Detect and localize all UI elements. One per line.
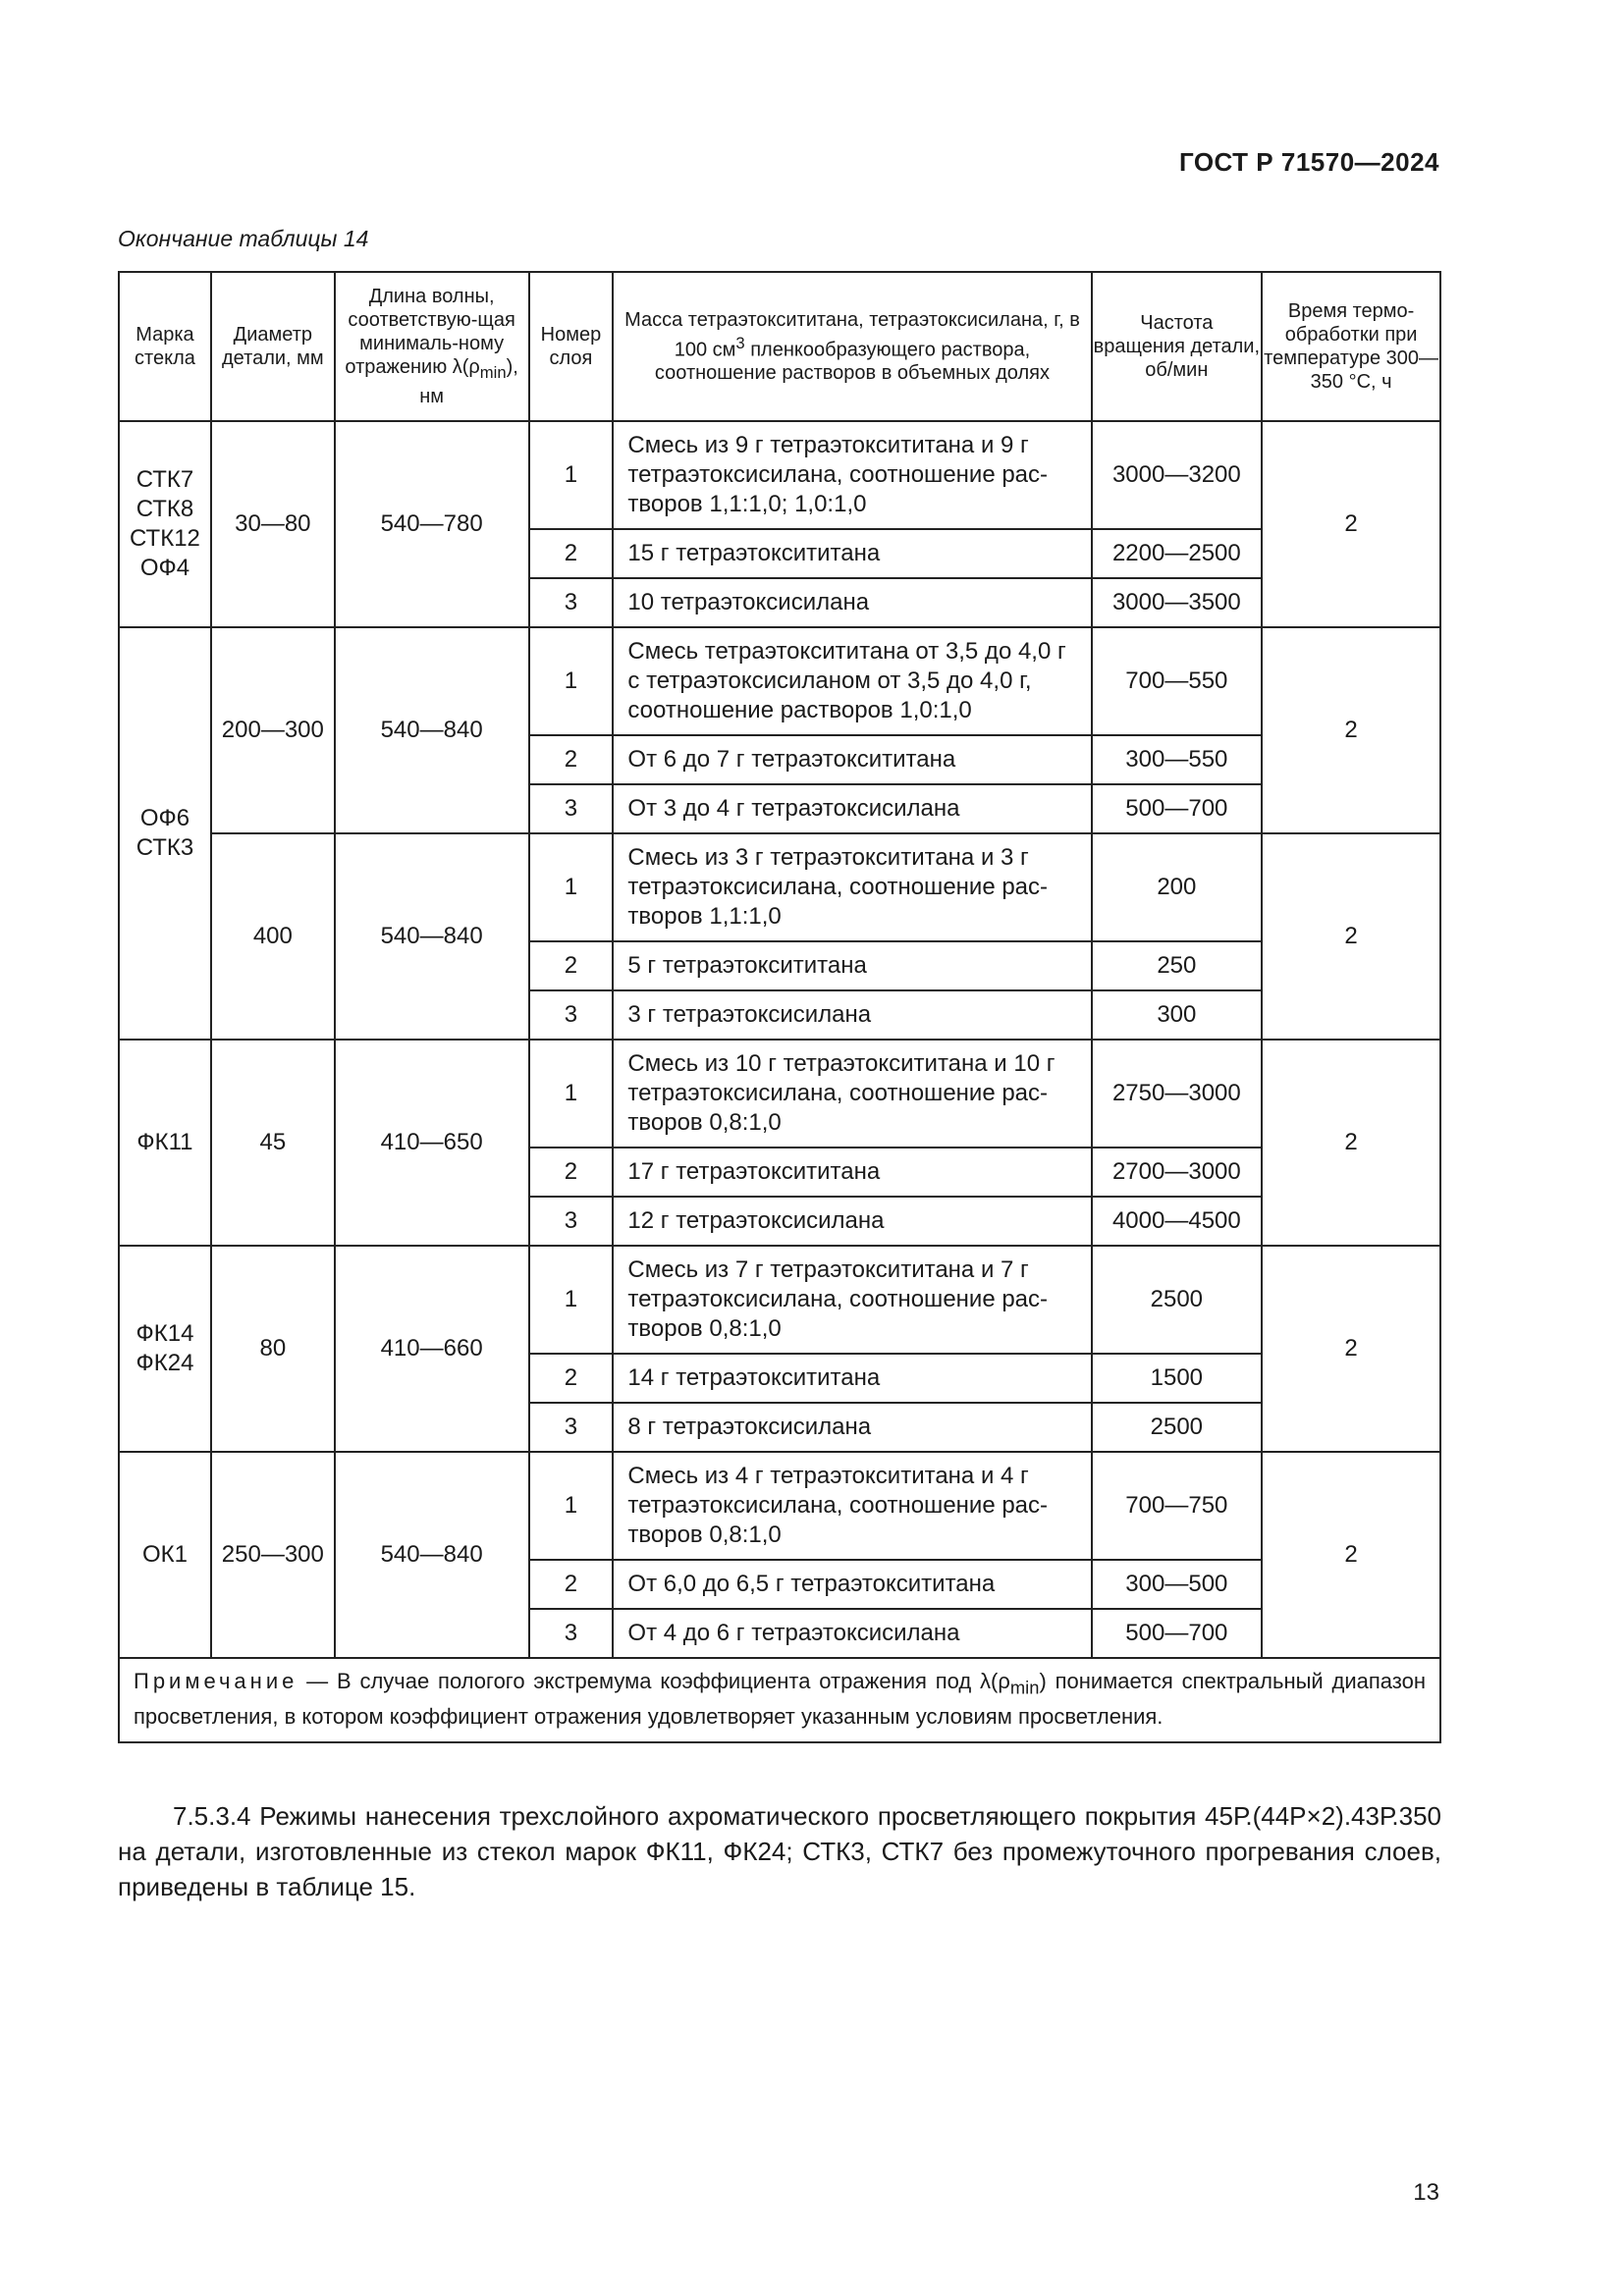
header-speed: Частота вращения детали, об/мин: [1092, 272, 1263, 421]
cell-diameter: 30—80: [211, 421, 335, 627]
table-row: [119, 421, 1440, 529]
cell-mass: Смесь из 9 г тетраэтоксититана и 9 г тетраэтоксисилана, соотношение рас-творов 1,1:1,0; 1,0:1,0: [613, 421, 1091, 529]
cell-speed: 500—700: [1092, 1609, 1263, 1658]
cell-wavelength: 410—650: [335, 1040, 529, 1246]
cell-layer: 3: [529, 1609, 614, 1658]
cell-time: 2: [1262, 627, 1440, 833]
cell-speed: 500—700: [1092, 784, 1263, 833]
cell-mass: 10 тетраэтоксисилана: [613, 578, 1091, 627]
cell-wavelength: 540—840: [335, 1452, 529, 1658]
header-mass: Масса тетраэтоксититана, тетраэтоксисилана, г, в 100 $см^3$ пленкообразующего раствора, соотношение растворов в объемных долях: [613, 272, 1091, 421]
cell-diameter: 250—300: [211, 1452, 335, 1658]
cell-glass: ФК11: [119, 1040, 211, 1246]
table-caption: Окончание таблицы 14: [118, 226, 369, 251]
cell-wavelength: 540—780: [335, 421, 529, 627]
cell-speed: 200: [1092, 833, 1263, 941]
cell-wavelength: 540—840: [335, 627, 529, 833]
cell-glass: СТК7 СТК8 СТК12 ОФ4: [119, 421, 211, 627]
header-time: Время термо-обработки при температуре 300—350 °С, ч: [1262, 272, 1440, 421]
cell-glass: ОФ6 СТК3: [119, 627, 211, 1040]
cell-speed: 250: [1092, 941, 1263, 990]
cell-layer: 1: [529, 627, 614, 735]
coating-table: [118, 271, 1441, 1743]
cell-speed: 3000—3200: [1092, 421, 1263, 529]
cell-layer: 3: [529, 784, 614, 833]
table-header-row: [119, 272, 1440, 421]
cell-diameter: 200—300: [211, 627, 335, 833]
cell-mass: 8 г тетраэтоксисилана: [613, 1403, 1091, 1452]
cell-layer: 3: [529, 1403, 614, 1452]
table-row: [119, 833, 1440, 941]
cell-layer: 3: [529, 990, 614, 1040]
cell-speed: 3000—3500: [1092, 578, 1263, 627]
cell-mass: Смесь тетраэтоксититана от 3,5 до 4,0 г с тетраэтоксисиланом от 3,5 до 4,0 г, соотношение растворов 1,0:1,0: [613, 627, 1091, 735]
cell-mass: 5 г тетраэтоксититана: [613, 941, 1091, 990]
cell-wavelength: 410—660: [335, 1246, 529, 1452]
cell-speed: 300: [1092, 990, 1263, 1040]
cell-layer: 2: [529, 735, 614, 784]
cell-mass: Смесь из 3 г тетраэтоксититана и 3 г тетраэтоксисилана, соотношение рас-творов 1,1:1,0: [613, 833, 1091, 941]
cell-mass: 12 г тетраэтоксисилана: [613, 1197, 1091, 1246]
cell-mass: Смесь из 7 г тетраэтоксититана и 7 г тетраэтоксисилана, соотношение рас-творов 0,8:1,0: [613, 1246, 1091, 1354]
cell-speed: 2700—3000: [1092, 1148, 1263, 1197]
cell-speed: 1500: [1092, 1354, 1263, 1403]
cell-diameter: 45: [211, 1040, 335, 1246]
standard-designation: ГОСТ Р 71570—2024: [1178, 147, 1439, 177]
header-layer: Номер слоя: [529, 272, 614, 421]
header-diameter: Диаметр детали, мм: [211, 272, 335, 421]
cell-layer: 1: [529, 1246, 614, 1354]
cell-speed: 2200—2500: [1092, 529, 1263, 578]
cell-time: 2: [1262, 1040, 1440, 1246]
cell-layer: 1: [529, 1040, 614, 1148]
table-row: [119, 1246, 1440, 1354]
header-wavelength: Длина волны, соответствую-щая минималь-ному отражению $\lambda(\rho_{min})$, нм: [335, 272, 529, 421]
cell-layer: 2: [529, 1354, 614, 1403]
cell-time: 2: [1262, 1246, 1440, 1452]
table-note: Примечание — В случае пологого экстремума коэффициента отражения под $\lambda(\rho_{min})$ понимается спектральный диапазон просветления, в котором коэффициент отражения удовлетворяет указанным условиям просветления.: [119, 1658, 1440, 1742]
cell-mass: От 6 до 7 г тетраэтоксититана: [613, 735, 1091, 784]
note-label: Примечание: [134, 1669, 298, 1693]
cell-layer: 2: [529, 1560, 614, 1609]
cell-mass: Смесь из 4 г тетраэтоксититана и 4 г тетраэтоксисилана, соотношение рас-творов 0,8:1,0: [613, 1452, 1091, 1560]
table-note-row: [119, 1658, 1440, 1742]
cell-time: 2: [1262, 1452, 1440, 1658]
cell-mass: От 6,0 до 6,5 г тетраэтоксититана: [613, 1560, 1091, 1609]
header-glass: Марка стекла: [119, 272, 211, 421]
cell-speed: 2500: [1092, 1246, 1263, 1354]
table-row: [119, 1040, 1440, 1148]
cell-speed: 4000—4500: [1092, 1197, 1263, 1246]
cell-glass: ОК1: [119, 1452, 211, 1658]
cell-layer: 3: [529, 578, 614, 627]
table-row: [119, 1452, 1440, 1560]
cell-mass: 14 г тетраэтоксититана: [613, 1354, 1091, 1403]
cell-layer: 1: [529, 1452, 614, 1560]
cell-diameter: 80: [211, 1246, 335, 1452]
cell-speed: 300—550: [1092, 735, 1263, 784]
cell-wavelength: 540—840: [335, 833, 529, 1040]
page-number: 13: [1413, 2179, 1439, 2206]
cell-speed: 2750—3000: [1092, 1040, 1263, 1148]
cell-layer: 2: [529, 1148, 614, 1197]
cell-mass: Смесь из 10 г тетраэтоксититана и 10 г тетраэтоксисилана, соотношение рас-творов 0,8:1,0: [613, 1040, 1091, 1148]
cell-speed: 300—500: [1092, 1560, 1263, 1609]
cell-layer: 3: [529, 1197, 614, 1246]
cell-layer: 1: [529, 833, 614, 941]
cell-time: 2: [1262, 833, 1440, 1040]
cell-mass: 15 г тетраэтоксититана: [613, 529, 1091, 578]
cell-speed: 700—550: [1092, 627, 1263, 735]
table-row: [119, 627, 1440, 735]
cell-time: 2: [1262, 421, 1440, 627]
cell-layer: 1: [529, 421, 614, 529]
cell-glass: ФК14 ФК24: [119, 1246, 211, 1452]
cell-mass: 17 г тетраэтоксититана: [613, 1148, 1091, 1197]
cell-speed: 700—750: [1092, 1452, 1263, 1560]
cell-mass: От 4 до 6 г тетраэтоксисилана: [613, 1609, 1091, 1658]
cell-mass: От 3 до 4 г тетраэтоксисилана: [613, 784, 1091, 833]
cell-layer: 2: [529, 529, 614, 578]
section-paragraph: 7.5.3.4 Режимы нанесения трехслойного ахроматического просветляющего покрытия 45Р.(44Р×2).43Р.350 на детали, изготовленные из стекол марок ФК11, ФК24; СТК3, СТК7 без промежуточного прогревания слоев, приведены в таблице 15.: [118, 1801, 1441, 1901]
cell-mass: 3 г тетраэтоксисилана: [613, 990, 1091, 1040]
cell-layer: 2: [529, 941, 614, 990]
cell-diameter: 400: [211, 833, 335, 1040]
cell-speed: 2500: [1092, 1403, 1263, 1452]
